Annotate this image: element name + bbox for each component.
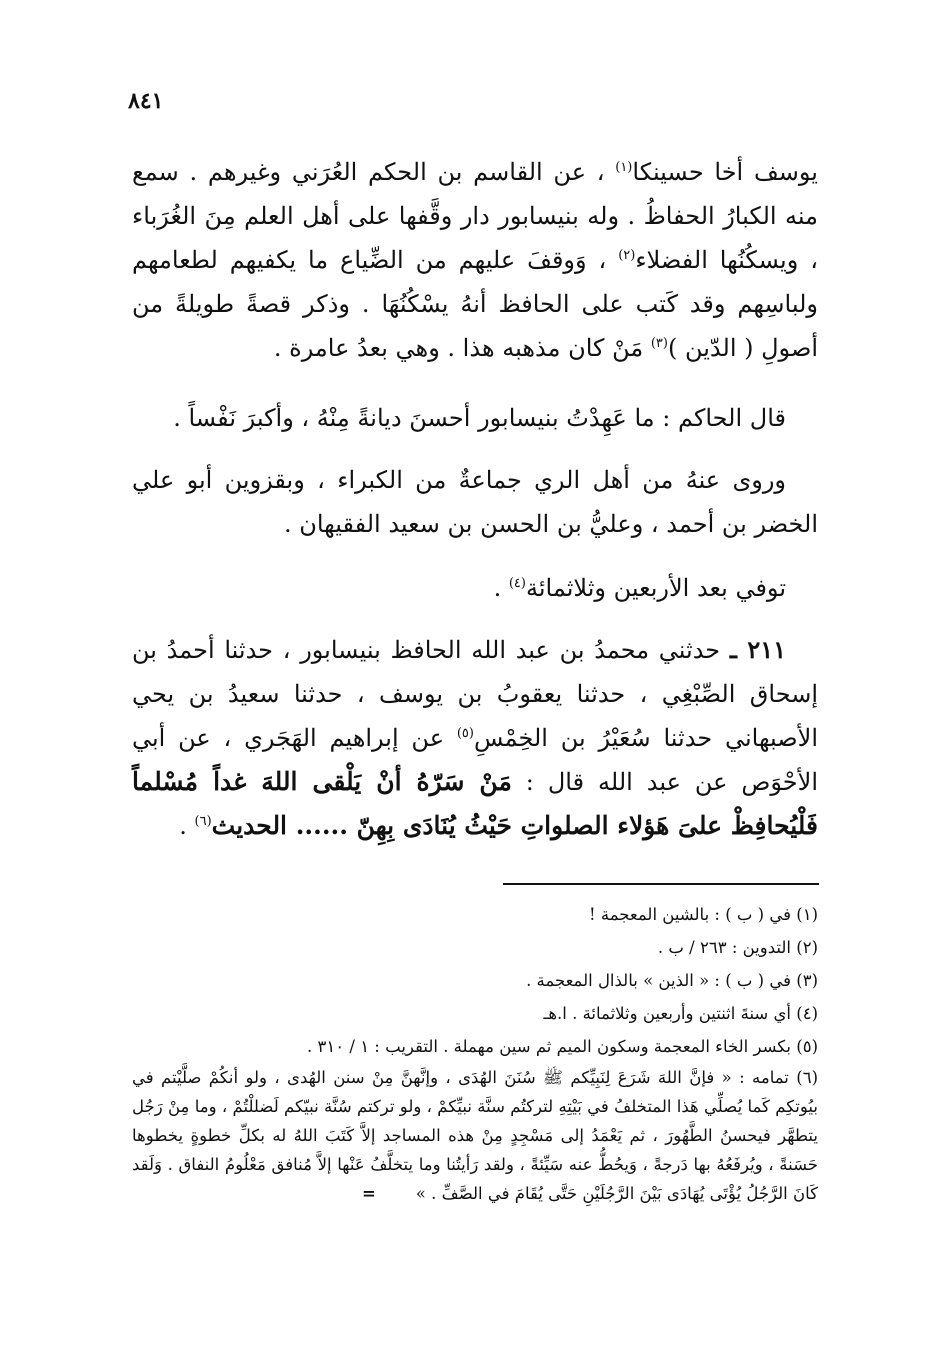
footnote-ref-6: (٦) (194, 814, 212, 829)
page-number: ٨٤١ (128, 88, 164, 114)
p1-text-c: ، وَوقفَ عليهم من الضِّياع ما يكفيهم لطعامهم ولباسِهم وقد كَتب على الحافظ أنهُ يسْكُنُهَا . وذكر قصةً طويلةً من أصولِ ( الدّين ) (132, 246, 818, 362)
p4-text-a: توفي بعد الأربعين وثلاثمائة (525, 574, 786, 602)
paragraph-1 (132, 150, 818, 370)
footnote-4: (٤) أي سنةَ اثنتين وأربعين وثلاثمائة . ا.هـ (543, 1004, 818, 1023)
p4-text-b: . (493, 574, 509, 602)
p1-text-b: ، عن القاسم بن الحكم العُرَني وغيرهم . سمع منه الكبارُ الحفاظُ . وله بنيسابور دار وقَّفها على أهل العلم مِنَ الغُرَباء ، ويسكُنُها الفضلاء (132, 158, 818, 274)
footnote-6-text: (٦) تمامه : « فإنَّ اللهَ شَرَعَ لِنَبِيِّكم ﷺ سُنَنَ الهُدَى ، وإنَّهنَّ مِنْ سنن الهُدى ، ولو أنكُمْ صلَّيْتم في بيُوتكِم كَما يُصلِّي هَذا المتخلفُ في بَيْتِهِ لتركتُم سنَّة نبيِّكمْ ، ولو تركتم سُنَّة نبيّكم لَضللْتُمْ ، وما مِنْ رَجُل يتطهَّر فيحسنُ الطَّهُورَ ، ثم يَعْمَدُ إلى مَسْجِدٍ مِنْ هذه المساجد إلاَّ كَتَبَ اللهُ له بكلِّ خطوةٍ يخطوها حَسَنةً ، ويُرفَعُهُ بها دَرجةً ، وَيحُطُّ عنه سَيِّئةً ، ولقد رَأيتُنا وما يتخلَّفُ عَنْها إلاَّ مُنافق مَعْلُومُ النفاق . وَلَقد كَانَ الرَّجُلُ يُؤْتَى يُهَادَى بَيْنَ الرَّجُلَيْنِ حَتَّى يُقَامَ في الصَّفِّ . » (132, 1068, 818, 1203)
p1-text-a: يوسف أخا حسينكا (632, 158, 818, 186)
footnote-divider (503, 883, 819, 885)
paragraph-2: قال الحاكم : ما عَهِدْتُ بنيسابور أحسنَ ديانةً مِنْهُ ، وأكبرَ نَفْساً . (173, 404, 786, 432)
p5-text-b: عن إبراهيم الهَجَري ، عن أبي الأحْوَص عن عبد الله قال : (132, 724, 819, 796)
footnote-ref-4: (٤) (508, 576, 526, 591)
continuation-mark: = (361, 1184, 376, 1203)
footnote-ref-3: (٣) (650, 336, 668, 351)
footnote-ref-2: (٢) (618, 248, 636, 263)
hadith-number: ٢١١ ـ (729, 635, 787, 664)
footnote-2: (٢) التدوين : ٢٦٣ / ب . (657, 938, 818, 957)
p1-text-d: مَنْ كان مذهبه هذا . وهي بعدُ عامرة . (273, 334, 651, 362)
footnote-6 (132, 1063, 818, 1208)
footnote-1: (١) في ( ب ) : بالشين المعجمة ! (589, 905, 818, 924)
footnote-ref-5: (٥) (456, 726, 474, 741)
hadith-text: مَنْ سَرّهُ أنْ يَلْقى اللهَ غداً مُسْلماً فَلْيُحافِظْ علىَ هَؤلاء الصلواتِ حَيْثُ يُنَادَى بِهِنّ ...... الحديث (132, 767, 818, 840)
paragraph-5-hadith-211 (132, 628, 818, 848)
paragraph-4 (132, 566, 818, 610)
footnote-ref-1: (١) (615, 160, 633, 175)
p5-text-c: . (179, 812, 195, 840)
footnotes (132, 898, 818, 1208)
paragraph-3: وروى عنهُ من أهل الري جماعةٌ من الكبراء ، وبقزوين أبو علي الخضر بن أحمد ، وعليُّ بن الحسن بن سعيد الفقيهان . (132, 466, 818, 538)
footnote-5: (٥) بكسر الخاء المعجمة وسكون الميم ثم سين مهملة . التقريب : ١ / ٣١٠ . (307, 1037, 818, 1056)
p5-text-a: حدثني محمدُ بن عبد الله الحافظ بنيسابور ، حدثنا أحمدُ بن إسحاق الصِّبْغِي ، حدثنا يعقوبُ بن يوسف ، حدثنا سعيدُ بن يحي الأصبهاني حدثنا سُعَيْرُ بن الخِمْسِ (132, 636, 818, 752)
footnote-3: (٣) في ( ب ) : « الذين » بالذال المعجمة . (526, 971, 818, 990)
